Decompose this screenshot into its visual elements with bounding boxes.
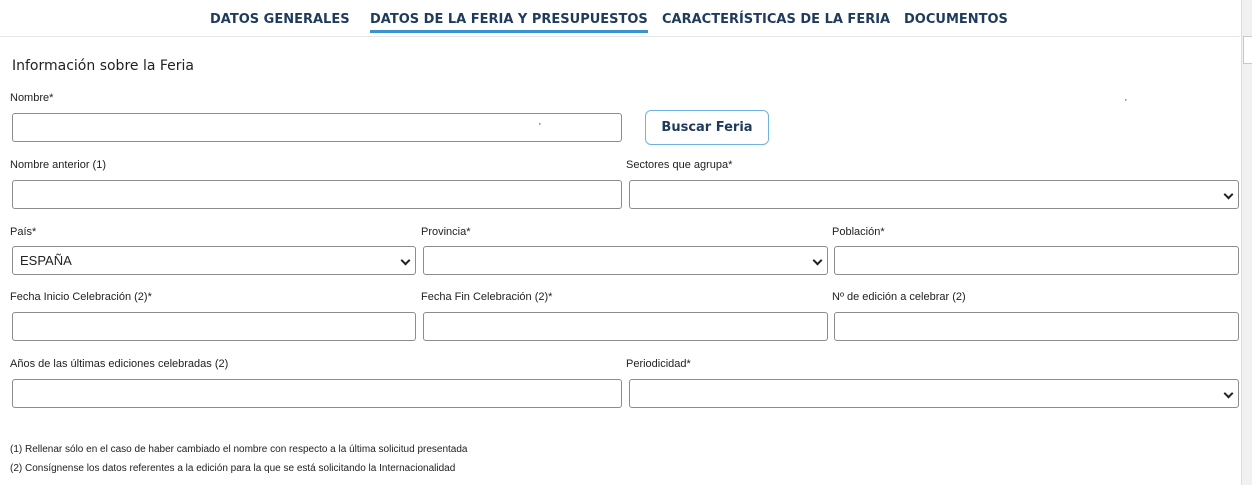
tab-caracteristicas-feria[interactable]: CARACTERÍSTICAS DE LA FERIA bbox=[662, 12, 891, 27]
nombre-input[interactable] bbox=[12, 113, 622, 142]
pais-label: País* bbox=[10, 226, 37, 238]
section-title: Información sobre la Feria bbox=[12, 58, 194, 74]
periodicidad-select[interactable] bbox=[629, 379, 1239, 408]
poblacion-input[interactable] bbox=[834, 246, 1239, 275]
nombre-anterior-input[interactable] bbox=[12, 180, 622, 209]
fecha-fin-label: Fecha Fin Celebración (2)* bbox=[421, 291, 553, 303]
nombre-label: Nombre* bbox=[10, 92, 54, 104]
provincia-select[interactable] bbox=[423, 246, 828, 275]
tab-bar bbox=[0, 0, 1240, 37]
provincia-label: Provincia* bbox=[421, 226, 471, 238]
vertical-scrollbar[interactable] bbox=[1241, 0, 1252, 485]
sectores-label: Sectores que agrupa* bbox=[626, 159, 733, 171]
fecha-inicio-input[interactable] bbox=[12, 312, 416, 341]
sectores-select[interactable] bbox=[629, 180, 1239, 209]
footnote-1: (1) Rellenar sólo en el caso de haber cambiado el nombre con respecto a la última solicitud presentada bbox=[10, 444, 468, 455]
scrollbar-thumb[interactable] bbox=[1243, 36, 1252, 64]
periodicidad-label: Periodicidad* bbox=[626, 358, 691, 370]
anios-ediciones-input[interactable] bbox=[12, 379, 622, 408]
anios-ediciones-label: Años de las últimas ediciones celebradas (2) bbox=[10, 358, 229, 370]
tab-datos-feria-presupuestos[interactable]: DATOS DE LA FERIA Y PRESUPUESTOS bbox=[370, 12, 648, 33]
poblacion-label: Población* bbox=[832, 226, 885, 238]
chevron-down-icon bbox=[1224, 389, 1234, 399]
chevron-down-icon bbox=[1224, 190, 1234, 200]
pais-select-value: ESPAÑA bbox=[20, 253, 72, 268]
num-edicion-label: Nº de edición a celebrar (2) bbox=[832, 291, 966, 303]
buscar-feria-button[interactable]: Buscar Feria bbox=[645, 110, 769, 145]
tab-documentos[interactable]: DOCUMENTOS bbox=[904, 12, 1008, 27]
nombre-anterior-label: Nombre anterior (1) bbox=[10, 159, 106, 171]
chevron-down-icon bbox=[813, 256, 823, 266]
fecha-inicio-label: Fecha Inicio Celebración (2)* bbox=[10, 291, 152, 303]
num-edicion-input[interactable] bbox=[834, 312, 1239, 341]
tab-datos-generales[interactable]: DATOS GENERALES bbox=[210, 12, 350, 27]
stray-dot: · bbox=[1124, 94, 1128, 106]
fecha-fin-input[interactable] bbox=[423, 312, 828, 341]
pais-select[interactable] bbox=[12, 246, 416, 275]
footnote-2: (2) Consígnense los datos referentes a la edición para la que se está solicitando la Internacionalidad bbox=[10, 463, 456, 474]
chevron-down-icon bbox=[401, 256, 411, 266]
stray-dot: · bbox=[538, 118, 542, 130]
